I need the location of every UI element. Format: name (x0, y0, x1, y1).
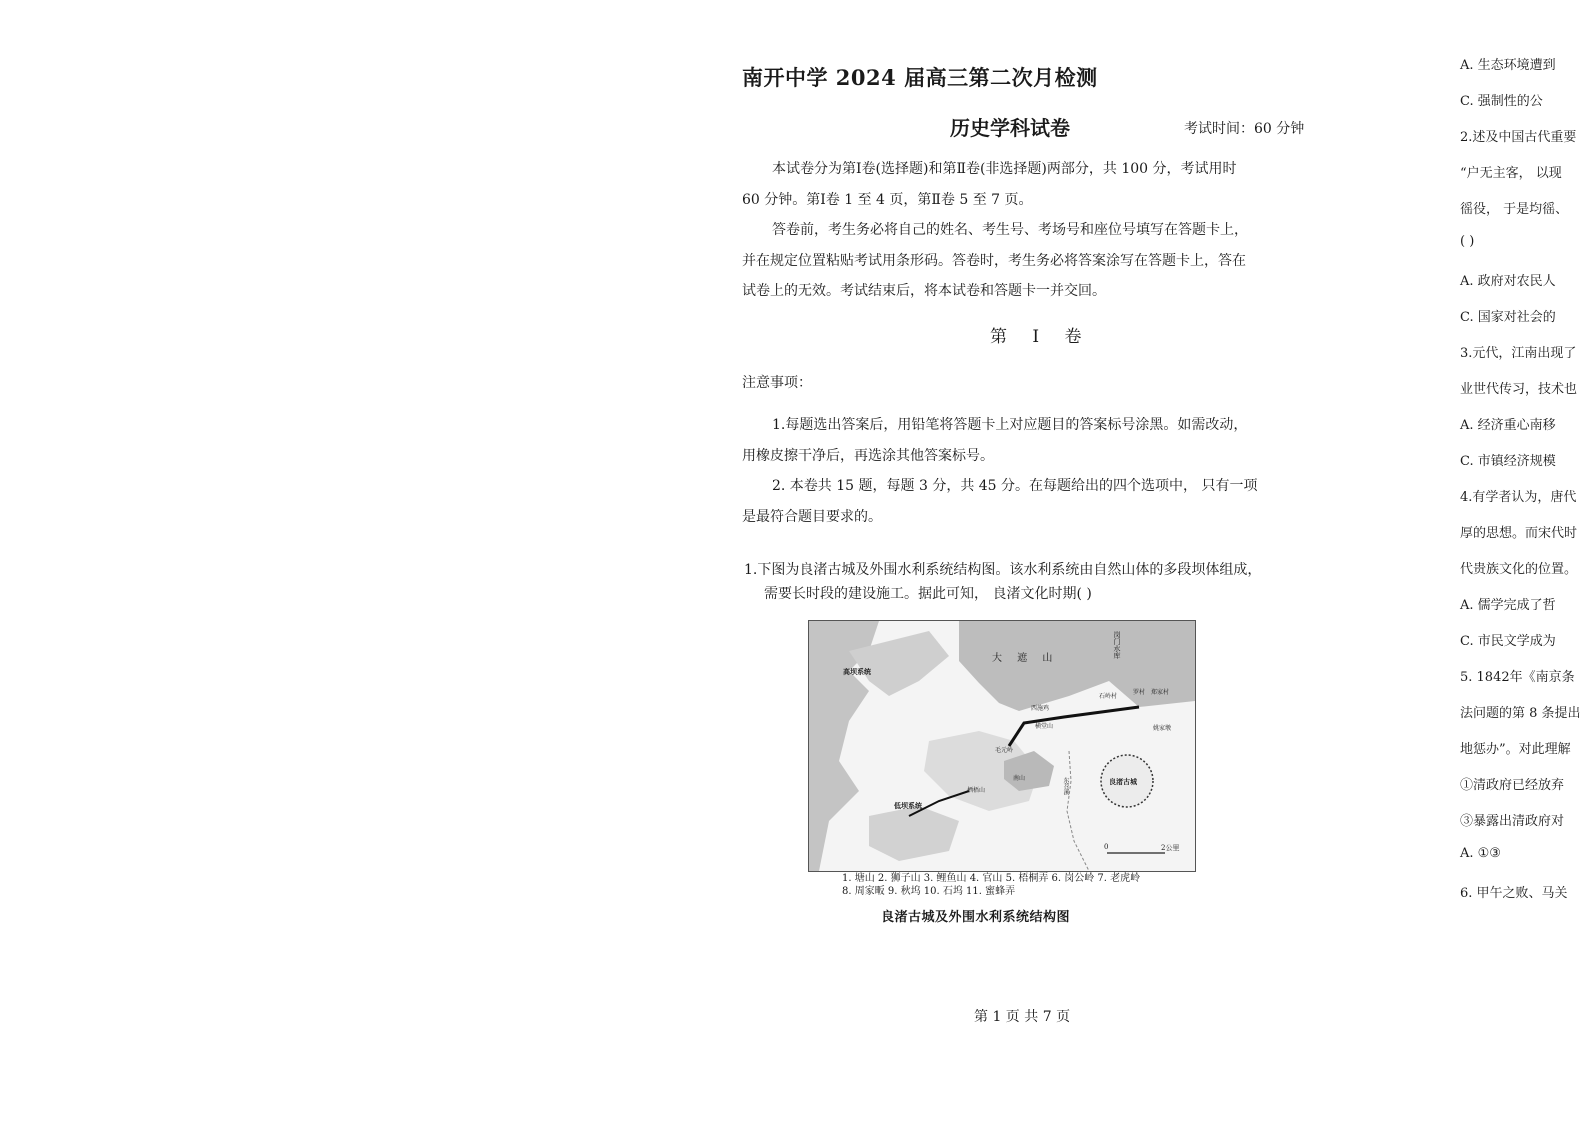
right-page-line: 地惩办”。对此理解 (1460, 742, 1571, 757)
map-label-shixi: 石岭村 (1099, 693, 1118, 700)
map-legend (842, 872, 1140, 898)
map-label-xuxiang: 西施鸡 (1031, 705, 1050, 712)
section-title: 第 Ⅰ 卷 (990, 327, 1092, 347)
note-line: 1.每题选出答案后，用铅笔将答题卡上对应题目的答案标号涂黑。如需改动， (772, 417, 1248, 433)
map-label-ancient-city: 良渚古城 (1109, 777, 1137, 786)
right-page-line: 4.有学者认为，唐代 (1460, 490, 1577, 505)
exam-time: 考试时间：60 分钟 (1184, 121, 1305, 137)
map-label-yaojia: 姚家墩 (1153, 725, 1172, 732)
right-page-line: A. 生态环境遭到 (1460, 58, 1556, 73)
map-label-high-dam: 高坝系统 (843, 667, 871, 676)
right-page-line: 5. 1842年《南京条 (1460, 670, 1575, 685)
question-1 (744, 558, 1261, 606)
right-page-line: 6. 甲午之败、马关 (1460, 886, 1568, 901)
right-page-line: 法问题的第 8 条提出 (1460, 706, 1581, 721)
instructions-line: 本试卷分为第Ⅰ卷(选择题)和第Ⅱ卷(非选择题)两部分，共 100 分，考试用时 (772, 161, 1237, 177)
instructions-line: 试卷上的无效。考试结束后，将本试卷和答题卡一并交回。 (742, 283, 1106, 299)
dam-line (1009, 707, 1139, 746)
right-page-line: ③暴露出清政府对 (1460, 814, 1565, 829)
notes-list (742, 410, 1308, 532)
instructions-line: 60 分钟。第Ⅰ卷 1 至 4 页，第Ⅱ卷 5 至 7 页。 (742, 191, 1033, 208)
right-page-line: A. ①③ (1460, 846, 1501, 861)
right-page-line: C. 市民文学成为 (1460, 634, 1556, 649)
right-page-line: “户无主客， 以现 (1460, 166, 1562, 181)
page-footer: 第 1 页 共 7 页 (974, 1009, 1071, 1025)
right-page-line: ( ) (1460, 234, 1475, 249)
map-label-mountain: 大 遮 山 (992, 653, 1059, 664)
right-page-line: A. 儒学完成了哲 (1460, 598, 1556, 613)
instructions-line: 答卷前，考生务必将自己的姓名、考生号、考场号和座位号填写在答题卡上， (772, 222, 1248, 238)
right-page-line: C. 国家对社会的 (1460, 310, 1556, 325)
river (1067, 751, 1089, 871)
right-page-line: 代贵族文化的位置。 (1460, 562, 1578, 577)
note-line: 是最符合题目要求的。 (742, 508, 882, 525)
note-line: 2. 本卷共 15 题，每题 3 分，共 45 分。在每题给出的四个选项中， 只有一项 (772, 478, 1258, 494)
right-page-line: C. 强制性的公 (1460, 94, 1543, 109)
notes-heading: 注意事项： (742, 375, 812, 391)
map-label-hengshan: 横堂山 (1035, 723, 1054, 730)
right-page-line: C. 市镇经济规模 (1460, 454, 1556, 469)
right-page-line: 2.述及中国古代重要 (1460, 130, 1577, 145)
question-1-line: 1.下图为良渚古城及外围水利系统结构图。该水利系统由自然山体的多段坝体组成， (744, 562, 1262, 578)
right-page-line: A. 政府对农民人 (1460, 274, 1556, 289)
question-1-line: 需要长时段的建设施工。据此可知， 良渚文化时期( ) (764, 586, 1092, 602)
right-page-line: 徭役， 于是均徭、 (1460, 202, 1569, 217)
map-label-low-dam: 低坝系统 (894, 801, 922, 810)
legend-line: 8. 周家畈 9. 秋坞 10. 石坞 11. 蜜蜂弄 (842, 886, 1016, 897)
note-line: 用橡皮擦干净后，再选涂其他答案标号。 (742, 447, 994, 464)
instructions-paragraph-1 (742, 154, 1308, 307)
right-page-line: 厚的思想。而宋代时 (1460, 526, 1578, 541)
right-page-line: ①清政府已经放弃 (1460, 778, 1565, 793)
map-scale-max: 2公里 (1161, 844, 1180, 852)
right-page-line: 3.元代，江南出现了 (1460, 346, 1577, 361)
map-label-maoyuan: 毛元岭 (995, 747, 1014, 754)
right-page-line: A. 经济重心南移 (1460, 418, 1556, 433)
legend-line: 1. 塘山 2. 狮子山 3. 鲤鱼山 4. 官山 5. 梧桐弄 6. 岗公岭 7. 老虎岭 (842, 873, 1141, 884)
map-scale-zero: 0 (1104, 843, 1109, 851)
figure-caption: 良渚古城及外围水利系统结构图 (881, 910, 1071, 925)
map-label-river: 东苕溪 (1062, 777, 1069, 795)
right-page-line: 业世代传习，技术也 (1460, 382, 1578, 397)
map-label-nanshan: 南山 (1013, 775, 1026, 782)
water-system-map (808, 620, 1196, 872)
instructions-line: 并在规定位置粘贴考试用条形码。答卷时，考生务必将答案涂写在答题卡上，答在 (742, 252, 1246, 269)
mountain-north (959, 621, 1195, 711)
exam-subtitle: 历史学科试卷 (950, 116, 1070, 140)
map-label-reservoir: 岗门水库 (1113, 631, 1121, 659)
map-label-zhengjia: 郑家村 (1151, 689, 1170, 696)
exam-title: 南开中学 2024 届高三第二次月检测 (742, 65, 1098, 90)
map-label-luocun: 罗村 (1133, 689, 1146, 696)
map-label-qixi: 栖梧山 (967, 787, 986, 794)
